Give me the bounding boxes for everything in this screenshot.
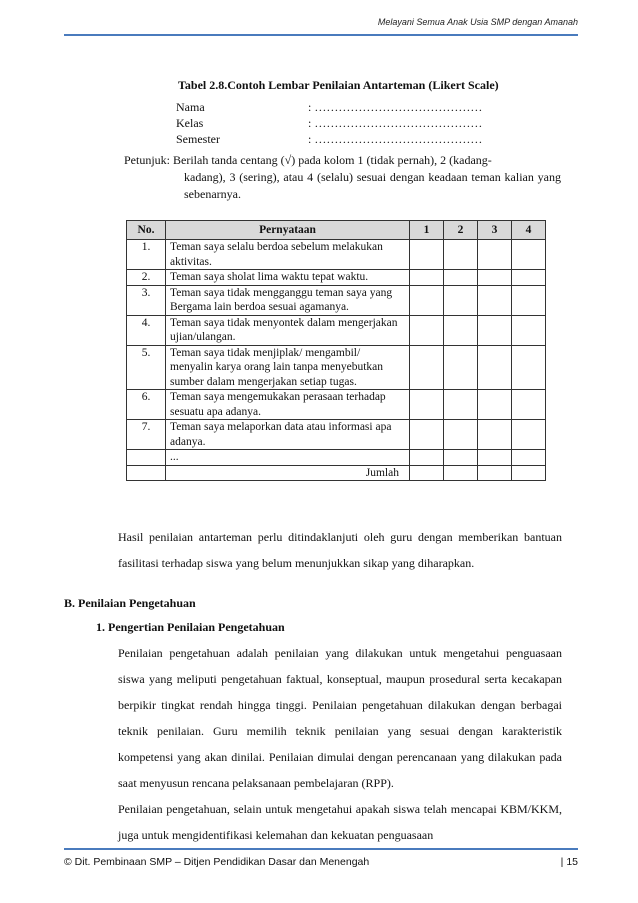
running-header: Melayani Semua Anak Usia SMP dengan Amanah [377,17,578,27]
identity-row-semester [176,132,482,147]
row-statement: Teman saya tidak menyontek dalam mengerjakan ujian/ulangan. [166,315,410,345]
score-cell[interactable] [478,420,512,450]
score-cell[interactable] [444,270,478,286]
table-total-row [127,465,546,481]
footer-divider [64,848,578,850]
row-number: 4. [127,315,166,345]
table-row [127,420,546,450]
score-cell[interactable] [478,315,512,345]
table-row [127,315,546,345]
score-cell[interactable] [410,270,444,286]
section-heading-b: B. Penilaian Pengetahuan [64,596,196,610]
row-statement: Teman saya mengemukakan perasaan terhadap sesuatu apa adanya. [166,390,410,420]
total-cell[interactable] [410,465,444,481]
row-number: 2. [127,270,166,286]
row-number: 6. [127,390,166,420]
score-cell[interactable] [410,420,444,450]
score-cell[interactable] [444,315,478,345]
score-cell[interactable] [478,240,512,270]
row-number [127,450,166,466]
row-statement: Teman saya sholat lima waktu tepat waktu. [166,270,410,286]
score-cell[interactable] [512,285,546,315]
identity-row-kelas [176,116,482,131]
identity-value: : …………………………………… [308,100,483,114]
score-cell[interactable] [444,420,478,450]
total-cell[interactable] [478,465,512,481]
row-statement: ... [166,450,410,466]
score-cell[interactable] [478,345,512,390]
total-label: Jumlah [166,465,410,481]
total-cell[interactable] [512,465,546,481]
score-cell[interactable] [512,240,546,270]
score-cell[interactable] [512,420,546,450]
table-row [127,450,546,466]
paragraph-purpose: Penilaian pengetahuan, selain untuk mengetahui apakah siswa telah mencapai KBM/KKM, juga untuk mengidentifikasi kelemahan dan kekuatan penguasaan [118,802,562,842]
instructions-rest: kadang), 3 (sering), atau 4 (selalu) sesuai dengan keadaan teman kalian yang sebenarnya. [184,170,561,201]
row-number: 3. [127,285,166,315]
paragraph-definition: Penilaian pengetahuan adalah penilaian yang dilakukan untuk mengetahui penguasaan siswa yang meliputi pengetahuan faktual, konseptual, maupun prosedural serta kecakapan berpikir tingkat rendah hingga tinggi. Penilaian pengetahuan dilakukan dengan berbagai teknik penilaian. Guru memilih teknik penilaian yang sesuai dengan karakteristik kompetensi yang akan dinilai. Penilaian dimulai dengan perencanaan yang dilakukan pada saat menyusun rencana pelaksanaan pembelajaran (RPP). [118,646,562,790]
instructions [124,152,561,203]
instructions-line1: Petunjuk: Berilah tanda centang (√) pada kolom 1 (tidak pernah), 2 (kadang- [124,153,492,167]
score-cell[interactable] [478,285,512,315]
row-number: 1. [127,240,166,270]
footer-credit: © Dit. Pembinaan SMP – Ditjen Pendidikan Dasar dan Menengah [64,856,370,868]
paragraph-followup: Hasil penilaian antarteman perlu ditindaklanjuti oleh guru dengan memberikan bantuan fasilitasi terhadap siswa yang belum menunjukkan sikap yang diharapkan. [118,530,562,570]
identity-value: : …………………………………… [308,116,483,130]
identity-value: : …………………………………… [308,132,483,146]
row-number: 7. [127,420,166,450]
row-number: 5. [127,345,166,390]
col-header-1: 1 [410,221,444,240]
score-cell[interactable] [512,345,546,390]
identity-label: Nama [176,100,205,114]
table-row [127,285,546,315]
col-header-statement: Pernyataan [166,221,410,240]
score-cell[interactable] [444,450,478,466]
score-cell[interactable] [410,315,444,345]
identity-row-nama [176,100,482,115]
col-header-2: 2 [444,221,478,240]
score-cell[interactable] [478,270,512,286]
likert-table [126,220,546,481]
identity-label: Semester [176,132,220,146]
table-row [127,390,546,420]
page-number: | 15 [560,856,578,868]
score-cell[interactable] [410,450,444,466]
score-cell[interactable] [410,240,444,270]
table-row [127,270,546,286]
header-divider [64,34,578,36]
score-cell[interactable] [512,390,546,420]
subsection-heading-1: 1. Pengertian Penilaian Pengetahuan [96,620,285,634]
total-number-cell [127,465,166,481]
col-header-4: 4 [512,221,546,240]
score-cell[interactable] [512,315,546,345]
identity-label: Kelas [176,116,204,130]
score-cell[interactable] [410,390,444,420]
col-header-no: No. [127,221,166,240]
score-cell[interactable] [444,285,478,315]
col-header-3: 3 [478,221,512,240]
table-title: Tabel 2.8.Contoh Lembar Penilaian Antarteman (Likert Scale) [178,78,499,92]
score-cell[interactable] [444,390,478,420]
score-cell[interactable] [410,345,444,390]
table-header-row [127,221,546,240]
score-cell[interactable] [444,345,478,390]
score-cell[interactable] [478,390,512,420]
table-row [127,345,546,390]
row-statement: Teman saya tidak menjiplak/ mengambil/ menyalin karya orang lain tanpa menyebutkan sumber dalam mengerjakan setiap tugas. [166,345,410,390]
row-statement: Teman saya selalu berdoa sebelum melakukan aktivitas. [166,240,410,270]
total-cell[interactable] [444,465,478,481]
row-statement: Teman saya tidak mengganggu teman saya yang Bergama lain berdoa sesuai agamanya. [166,285,410,315]
score-cell[interactable] [444,240,478,270]
score-cell[interactable] [478,450,512,466]
score-cell[interactable] [512,450,546,466]
table-row [127,240,546,270]
row-statement: Teman saya melaporkan data atau informasi apa adanya. [166,420,410,450]
score-cell[interactable] [410,285,444,315]
score-cell[interactable] [512,270,546,286]
